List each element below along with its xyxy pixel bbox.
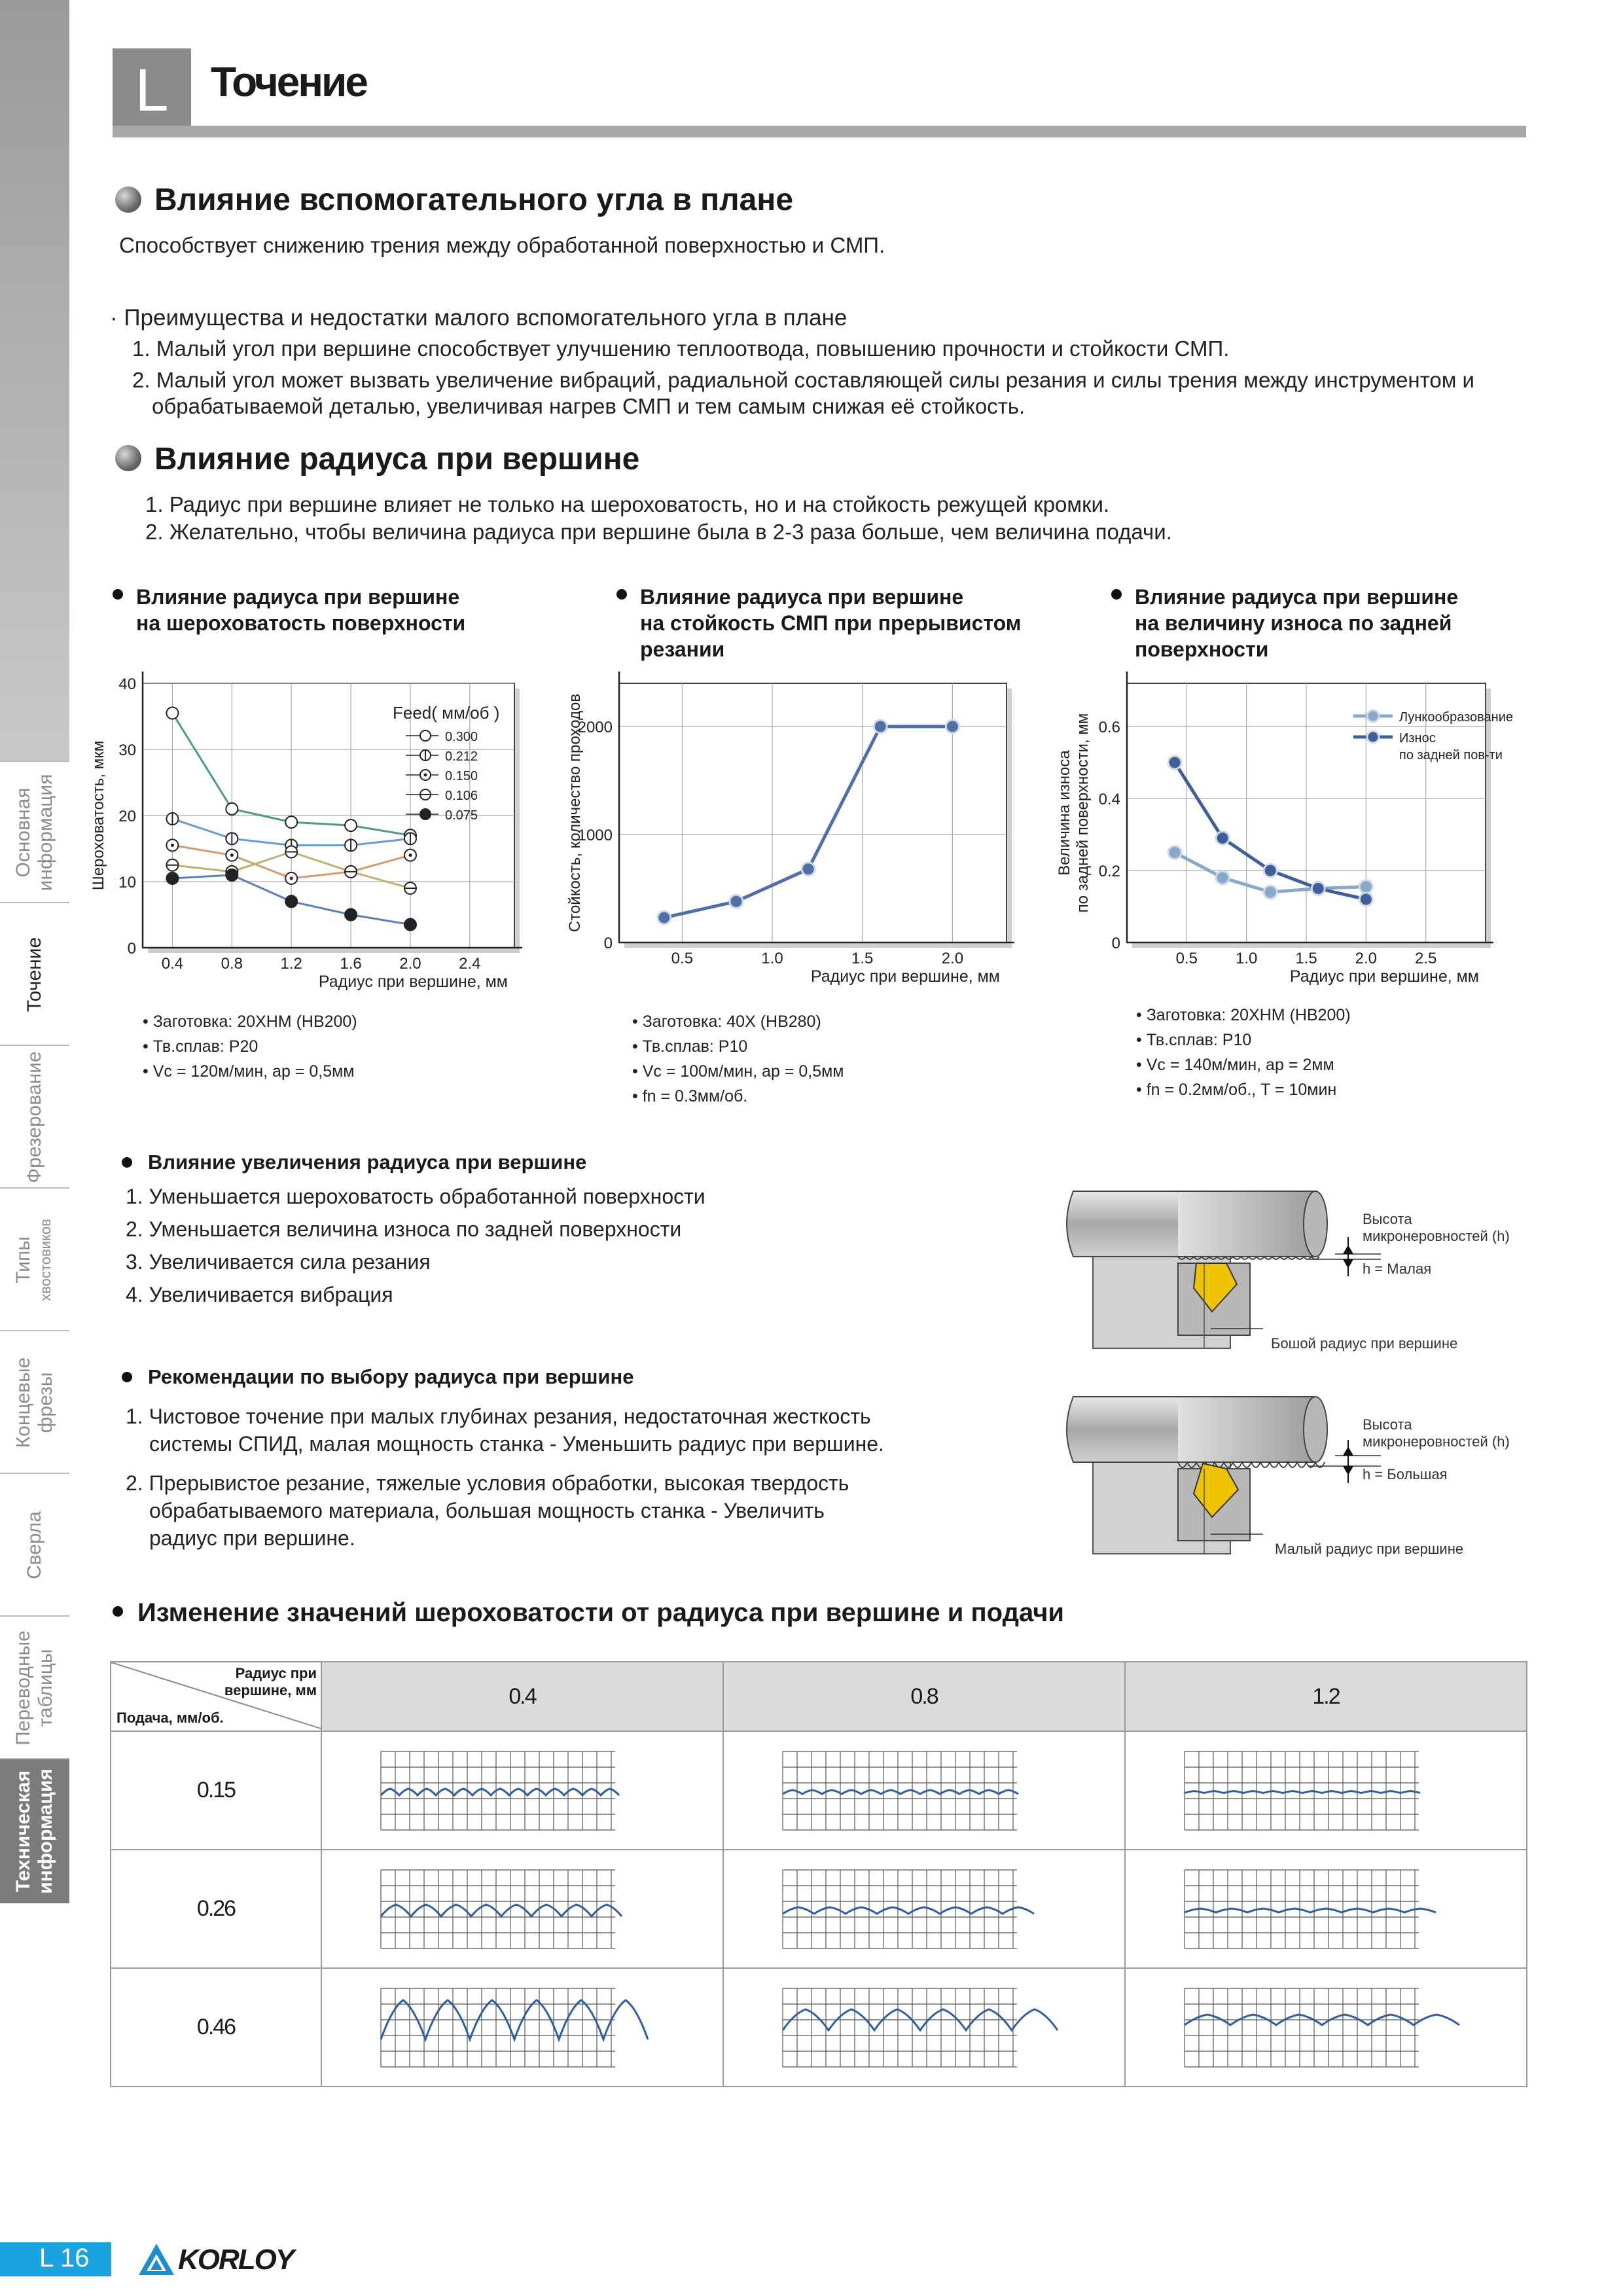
diag1-h-value: h = Малая xyxy=(1363,1261,1432,1277)
sidebar-tab[interactable] xyxy=(0,1758,69,1903)
large-radius-diagram xyxy=(1067,1191,1510,1352)
sidebar-tab[interactable] xyxy=(0,1187,69,1331)
legend-label: Лункообразование xyxy=(1399,710,1514,725)
sidebar-tab-label: Типы хвостовиков xyxy=(12,1219,57,1301)
x-tick-label: 0.8 xyxy=(221,955,243,973)
data-point xyxy=(345,819,357,831)
section1-title: Влияние вспомогательного угла в плане xyxy=(154,183,794,217)
data-point xyxy=(166,813,178,825)
roughness-profile-cell xyxy=(723,1850,1125,1968)
chart-note: • Vc = 100м/мин, ap = 0,5мм xyxy=(632,1062,844,1081)
y-tick-label: 0.2 xyxy=(1098,863,1120,880)
y-tick-label: 10 xyxy=(118,874,136,891)
profile-grid xyxy=(783,1988,1017,2067)
data-point xyxy=(285,846,297,858)
legend-label: 0.150 xyxy=(445,769,478,783)
section2-title: Влияние радиуса при вершине xyxy=(154,442,640,476)
data-point xyxy=(802,863,815,876)
data-point xyxy=(874,720,887,733)
table-row-header: 0.26 xyxy=(111,1850,321,1968)
data-point xyxy=(166,859,178,871)
chart-2 xyxy=(566,672,1014,986)
legend-marker xyxy=(1367,731,1379,743)
chart-note: • Заготовка: 20ХНМ (HB200) xyxy=(1136,1006,1351,1024)
sidebar-tab[interactable] xyxy=(0,1615,69,1759)
chart-note: • Vc = 120м/мин, ap = 0,5мм xyxy=(143,1062,355,1081)
brand-name: KORLOY xyxy=(178,2244,294,2276)
diag2-caption: Малый радиус при вершине xyxy=(1275,1541,1464,1557)
chart-3 xyxy=(1056,672,1513,986)
roughness-profile-line xyxy=(783,1907,1034,1914)
legend-marker xyxy=(420,809,431,819)
chart2-notes xyxy=(632,1009,844,1109)
table-corner-cell xyxy=(111,1662,321,1731)
y-axis-label: Шероховатость, мкм xyxy=(90,740,107,891)
sidebar-tab-sublabel: хвостовиков xyxy=(37,1219,54,1301)
data-point xyxy=(730,895,743,908)
table-row-header: 0.15 xyxy=(111,1731,321,1850)
section-letter: L xyxy=(135,57,169,124)
data-point xyxy=(404,850,416,861)
diag1-h-label2: микронеровностей (h) xyxy=(1363,1228,1510,1244)
roughness-profile-line xyxy=(783,1790,1018,1794)
recs-title: Рекомендации по выбору радиуса при вершине xyxy=(148,1365,634,1388)
legend-marker xyxy=(1367,710,1379,722)
effects-item: 4. Увеличивается вибрация xyxy=(126,1283,393,1306)
data-point xyxy=(946,720,959,733)
x-tick-label: 1.0 xyxy=(761,950,783,967)
x-axis-label: Радиус при вершине, мм xyxy=(318,973,508,991)
data-point xyxy=(404,919,416,931)
roughness-profile-cell xyxy=(1125,1850,1527,1968)
y-tick-label: 20 xyxy=(118,808,136,825)
profile-grid xyxy=(381,1751,615,1830)
x-tick-label: 0.5 xyxy=(671,950,694,967)
x-tick-label: 1.5 xyxy=(1295,950,1317,967)
y-tick-label: 40 xyxy=(118,675,136,693)
data-point xyxy=(1359,893,1372,906)
data-point xyxy=(1216,832,1229,845)
sidebar-tab-label: Переводные таблицы xyxy=(12,1630,56,1746)
diag2-h-label: Высота xyxy=(1363,1416,1412,1433)
chart-note: • Тв.сплав: P20 xyxy=(143,1037,259,1056)
data-point xyxy=(166,839,178,851)
charts-canvas xyxy=(0,0,1623,1126)
x-tick-label: 2.0 xyxy=(399,955,421,973)
table-corner-top: Радиус при вершине, мм xyxy=(224,1665,317,1698)
chart-note: • Тв.сплав: P10 xyxy=(1136,1031,1252,1049)
x-axis-label: Радиус при вершине, мм xyxy=(1289,967,1479,986)
data-point xyxy=(226,869,238,881)
data-point xyxy=(658,911,671,924)
nose-radius-diagrams xyxy=(1060,1172,1531,1577)
x-tick-label: 2.0 xyxy=(1355,950,1378,967)
legend-marker xyxy=(424,774,427,777)
section2-point1: 1. Радиус при вершине влияет не только на шероховатость, но и на стойкость режущей кромки. xyxy=(145,492,1110,516)
data-point xyxy=(166,872,178,884)
roughness-profile-cell xyxy=(321,1731,723,1850)
diag1-caption: Бошой радиус при вершине xyxy=(1271,1335,1458,1352)
data-point xyxy=(1216,871,1229,884)
table-row-header: 0.46 xyxy=(111,1968,321,2087)
sidebar-tab-label: Техническая информация xyxy=(12,1768,56,1894)
data-point xyxy=(404,833,416,844)
roughness-profile-line xyxy=(381,1905,622,1916)
korloy-logo-icon xyxy=(137,2242,175,2276)
recs-item1b: системы СПИД, малая мощность станка - Уменьшить радиус при вершине. xyxy=(149,1432,884,1456)
data-point xyxy=(1264,886,1277,899)
recs-item2c: радиус при вершине. xyxy=(149,1526,355,1550)
x-tick-label: 1.5 xyxy=(851,950,874,967)
chart1-title: Влияние радиуса при вершине на шероховатость поверхности xyxy=(136,585,466,635)
legend-label: 0.212 xyxy=(445,749,478,764)
section1-point1: 1. Малый угол при вершине способствует улучшению теплоотвода, повышению прочности и стойкости СМП. xyxy=(132,336,1230,361)
data-point xyxy=(404,882,416,894)
data-point xyxy=(226,803,238,815)
bullet-icon xyxy=(113,1606,123,1617)
legend-title: Feed( мм/об ) xyxy=(393,703,500,723)
y-tick-label: 2000 xyxy=(577,719,613,736)
y-tick-label: 1000 xyxy=(577,827,613,844)
table-col-header: 1.2 xyxy=(1125,1662,1527,1731)
legend-label: 0.106 xyxy=(445,789,478,803)
profile-grid xyxy=(1185,1751,1419,1830)
y-tick-label: 0.4 xyxy=(1098,791,1120,808)
chart-note: • Тв.сплав: P10 xyxy=(632,1037,748,1056)
roughness-profile-line xyxy=(1185,1909,1436,1912)
recs-item1a: 1. Чистовое точение при малых глубинах резания, недостаточная жесткость xyxy=(126,1405,871,1428)
data-point xyxy=(285,895,297,907)
roughness-profile-cell xyxy=(723,1968,1125,2087)
y-axis-label: Стойкость, количество проходов xyxy=(566,693,584,933)
legend-label: 0.075 xyxy=(445,808,478,823)
x-tick-label: 2.4 xyxy=(459,955,481,973)
chart-note: • fn = 0.3мм/об. xyxy=(632,1087,748,1105)
profile-grid xyxy=(381,1870,615,1948)
effects-item: 3. Увеличивается сила резания xyxy=(126,1250,431,1274)
effects-item: 2. Уменьшается величина износа по задней поверхности xyxy=(126,1217,682,1241)
chart-note: • Vc = 140м/мин, ap = 2мм xyxy=(1136,1056,1334,1074)
recs-item2a: 2. Прерывистое резание, тяжелые условия обработки, высокая твердость xyxy=(126,1471,849,1495)
section1-point2b: обрабатываемой деталью, увеличивая нагрев СМП и тем самым снижая её стойкость. xyxy=(152,394,1026,418)
recs-item2b: обрабатываемого материала, большая мощность станка - Увеличить xyxy=(149,1499,825,1522)
data-point xyxy=(1264,864,1277,877)
y-tick-label: 0.6 xyxy=(1098,719,1120,736)
data-point xyxy=(1359,880,1372,893)
data-point xyxy=(1168,846,1181,859)
data-point xyxy=(1168,756,1181,769)
data-point xyxy=(166,707,178,719)
diag2-h-value: h = Большая xyxy=(1363,1466,1448,1482)
section2-point2: 2. Желательно, чтобы величина радиуса при вершине была в 2-3 раза больше, чем величина подачи. xyxy=(145,520,1172,544)
roughness-profile-line xyxy=(381,1789,619,1795)
x-tick-label: 1.6 xyxy=(340,955,362,973)
sidebar-tab-label: Сверла xyxy=(24,1511,45,1579)
data-point xyxy=(345,909,357,921)
y-tick-label: 0 xyxy=(127,940,136,958)
legend-marker xyxy=(420,730,431,741)
bullet-icon xyxy=(122,1372,132,1382)
data-point xyxy=(1311,882,1325,895)
small-radius-diagram xyxy=(1067,1397,1510,1557)
y-axis-label: Величина износа xyxy=(1056,750,1073,876)
table-title: Изменение значений шероховатости от радиуса при вершине и подачи xyxy=(137,1598,1065,1627)
x-axis-label: Радиус при вершине, мм xyxy=(810,967,1000,986)
roughness-profile-cell xyxy=(723,1731,1125,1850)
chart3-notes xyxy=(1136,1003,1351,1102)
chart1-notes xyxy=(143,1009,357,1084)
section1-intro: Способствует снижению трения между обработанной поверхностью и СМП. xyxy=(119,233,885,257)
effects-item: 1. Уменьшается шероховатость обработанной поверхности xyxy=(126,1185,705,1208)
table-col-header: 0.4 xyxy=(321,1662,723,1731)
data-point xyxy=(285,816,297,828)
x-tick-label: 1.2 xyxy=(280,955,302,973)
roughness-profile-line xyxy=(1185,1791,1420,1793)
sidebar-tab[interactable] xyxy=(0,1330,69,1474)
sidebar-tab-label: Концевые фрезы xyxy=(12,1357,56,1448)
data-point xyxy=(345,839,357,851)
x-tick-label: 2.0 xyxy=(941,950,964,967)
effects-title: Влияние увеличения радиуса при вершине xyxy=(148,1151,587,1174)
x-tick-label: 0.5 xyxy=(1175,950,1198,967)
table-corner-bottom: Подача, мм/об. xyxy=(116,1710,224,1726)
section1-point2a: 2. Малый угол может вызвать увеличение вибраций, радиальной составляющей силы резания и силы трения между инструментом и xyxy=(132,368,1474,392)
data-point xyxy=(226,833,238,844)
legend-label: Износ xyxy=(1399,731,1436,745)
diag1-h-label: Высота xyxy=(1363,1211,1412,1227)
chart-1 xyxy=(90,672,522,991)
page-title: Точение xyxy=(211,58,366,105)
profile-grid xyxy=(1185,1988,1419,2067)
roughness-profile-cell xyxy=(1125,1968,1527,2087)
y-tick-label: 0 xyxy=(1111,935,1120,952)
chart-note: • Заготовка: 40Х (HB280) xyxy=(632,1013,821,1031)
section1-subtitle: · Преимущества и недостатки малого вспомогательного угла в плане xyxy=(110,305,847,331)
roughness-profile-cell xyxy=(321,1850,723,1968)
x-tick-label: 2.5 xyxy=(1414,950,1437,967)
y-tick-label: 30 xyxy=(118,742,136,759)
bullet-icon xyxy=(122,1157,132,1168)
y-axis-label: по задней поверхности, мм xyxy=(1074,713,1092,913)
roughness-table xyxy=(110,1661,1527,2087)
y-tick-label: 0 xyxy=(603,935,613,952)
data-point xyxy=(226,850,238,861)
chart-note: • Заготовка: 20ХНМ (HB200) xyxy=(143,1013,357,1031)
data-point xyxy=(345,866,357,878)
sidebar-tab-label: Точение xyxy=(24,937,45,1013)
roughness-profile-cell xyxy=(321,1968,723,2087)
data-point xyxy=(285,872,297,884)
sidebar-tab-label: Фрезерование xyxy=(24,1051,45,1183)
sidebar-tab[interactable] xyxy=(0,1473,69,1617)
page-number: L 16 xyxy=(39,2244,90,2272)
x-tick-label: 1.0 xyxy=(1235,950,1258,967)
table-col-header: 0.8 xyxy=(723,1662,1125,1731)
legend-label: 0.300 xyxy=(445,730,478,744)
x-tick-label: 0.4 xyxy=(161,955,184,973)
chart2-title: Влияние радиуса при вершине на стойкость СМП при прерывистом резании xyxy=(640,585,1022,661)
diag2-h-label2: микронеровностей (h) xyxy=(1363,1433,1510,1450)
sidebar-tab-label: Основная информация xyxy=(12,774,56,891)
chart3-title: Влияние радиуса при вершине на величину износа по задней поверхности xyxy=(1135,585,1459,661)
legend-label: по задней пов-ти xyxy=(1399,748,1503,762)
chart-note: • fn = 0.2мм/об., T = 10мин xyxy=(1136,1081,1337,1099)
roughness-profile-cell xyxy=(1125,1731,1527,1850)
